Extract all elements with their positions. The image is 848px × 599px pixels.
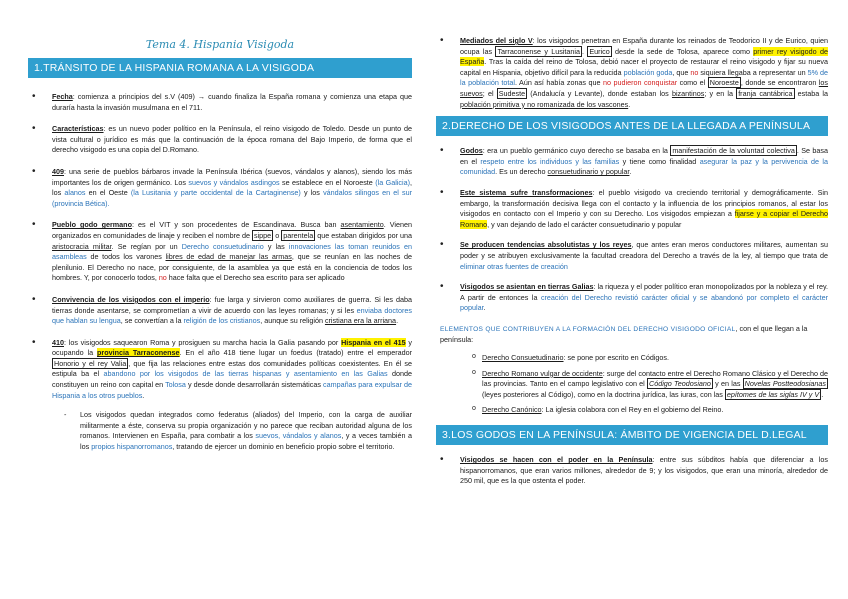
- text: : La iglesia colabora con el Rey en el gobierno del Reino.: [541, 405, 724, 415]
- text: como el: [677, 78, 708, 88]
- text: , que fija las relaciones entre estas dos comunidades políticas coexistentes. En él se estipula ba el: [52, 358, 412, 379]
- underlined-text: población primitiva y no romanizada de los vascones: [460, 99, 629, 109]
- highlight-text: (la Galicia): [375, 177, 411, 187]
- underlined-text: consuetudinario y popular: [547, 167, 630, 177]
- sub-bullet-federatus: [28, 410, 412, 452]
- highlight-text: abandono por los visigodos de las tierras hispanas y asentamiento en las Galias: [103, 369, 388, 379]
- boxed-term: manifestación de la voluntad colectiva: [672, 146, 795, 156]
- bullet-label: 409: [52, 166, 64, 176]
- text: .: [582, 46, 588, 56]
- section-heading-2: 2.DERECHO DE LOS VISIGODOS ANTES DE LA LLEGADA A PENÍNSULA: [436, 116, 828, 136]
- yellow-highlight: provincia Tarraconense: [97, 348, 180, 358]
- item-label: Derecho Consuetudinario: [482, 353, 564, 363]
- text: en el Oeste: [85, 188, 131, 198]
- circle-item-canonico: [436, 405, 828, 416]
- bullet-convivencia: [28, 295, 412, 327]
- text: , y a veces también a los: [80, 431, 412, 452]
- highlight-text: eliminar otras fuentes de creación: [460, 261, 568, 271]
- text: .: [821, 389, 824, 399]
- highlight-text: Derecho consuetudinario: [181, 241, 264, 251]
- text: : se pone por escrito en Códigos.: [563, 353, 669, 363]
- text: . Es un derecho: [495, 167, 548, 177]
- text: . Vienen organizados en comunidades de linaje y reciben el nombre de: [52, 220, 412, 240]
- boxed-term: franja cantábrica: [738, 88, 793, 98]
- boxed-term: Noroeste: [709, 78, 739, 88]
- underlined-text: libres de edad de manejar las armas: [165, 252, 292, 262]
- bullet-pueblo-godo: [28, 220, 412, 284]
- section-heading-3: 3.LOS GODOS EN LA PENÍNSULA: ÁMBITO DE VIGENCIA DEL D.LEGAL: [436, 425, 828, 445]
- yellow-highlight: primer rey visigodo de España: [460, 46, 828, 67]
- text: , que antes eran meros conductores militares, aumentan su poder y se atribuyen exclusivamente la facultad creadora del Derecho a través de la ley, al tiempo que trata de: [460, 240, 828, 260]
- text: ; el: [482, 88, 497, 98]
- highlight-text: religión de los cristianos: [183, 316, 261, 326]
- highlight-text: asegurar la paz y la pervivencia de la comunidad: [460, 156, 829, 177]
- text: o: [273, 230, 282, 240]
- bullet-label: Convivencia de los visigodos con el imperio: [52, 294, 210, 304]
- text: (Andalucía y Levante), donde estaban los: [527, 88, 672, 98]
- highlight-text: suevos, vándalos y alanos: [255, 431, 342, 441]
- text: , tratando de ejercer un dominio en beneficio propio sobre el territorio.: [172, 442, 395, 452]
- bullet-caracteristicas: [28, 124, 412, 156]
- text: , con el que llegan a la península:: [440, 323, 808, 345]
- circle-item-romano-vulgar: [436, 369, 828, 401]
- text: y tiene como finalidad: [619, 156, 700, 166]
- text: , y van dejando de lado el carácter consuetudinario y popular: [487, 219, 682, 229]
- text: : el pueblo visigodo va creciendo territorial y demográficamente. Sin embargo, la transformación decisiva llega con el contacto y la influencia de los principios romanos, al estar los visigodos en contacto con el Imperio y con su Derecho. Los visigodos empiezan a: [460, 187, 828, 219]
- text: .: [629, 167, 632, 177]
- boxed-term: Tarraconense y Lusitania: [497, 46, 581, 56]
- text: desde la sede de Tolosa, aparece como: [611, 46, 754, 56]
- bullet-label: Visigodos se hacen con el poder en la Península: [460, 455, 653, 465]
- boxed-term: sippe: [253, 230, 272, 240]
- text: . En el año 418 tiene lugar un foedus (tratado) entre el emperador: [179, 348, 412, 358]
- yellow-highlight: Hispania en el 415: [341, 337, 406, 347]
- elementos-intro: [436, 324, 828, 346]
- text: .: [483, 303, 486, 313]
- section-heading-1: 1.TRÁNSITO DE LA HISPANIA ROMANA A LA VISIGODA: [28, 58, 412, 78]
- highlight-text: propios hispanorromanos: [91, 442, 173, 452]
- bullet-absolutistas: [436, 240, 828, 272]
- text: , aunque su religión: [260, 316, 325, 326]
- text: .: [628, 99, 631, 109]
- boxed-term: Honorio y el rey Valia: [54, 358, 127, 368]
- underlined-text: los suevos: [460, 78, 829, 98]
- bullet-label: Pueblo godo germano: [52, 220, 132, 230]
- text: . Aún así había zonas que: [514, 78, 603, 88]
- bullet-label: Se producen tendencias absolutistas y los reyes: [460, 240, 632, 250]
- item-label: Derecho Canónico: [482, 405, 542, 415]
- highlight-text: vándalos silingos en el sur (provincia Bética).: [52, 188, 412, 208]
- highlight-text: suevos y vándalos asdingos: [188, 177, 280, 187]
- text: : la riqueza y el poder político eran monopolizados por la nobleza y el rey. A partir de entonces la: [460, 282, 828, 302]
- text: se establece en el Noroeste: [279, 177, 376, 187]
- text: .: [142, 390, 145, 400]
- text: , se convertían a la: [120, 316, 184, 326]
- text: hace falta que el Derecho sea escrito para ser aplicado: [166, 273, 345, 283]
- text: : los visigodos penetran en España durante los reinados de Teodorico II y de Eurico, quien ocupa las: [460, 36, 828, 56]
- boxed-term: epítomes de las siglas IV y V: [726, 389, 820, 399]
- caps-heading: ELEMENTOS QUE CONTRIBUYEN A LA FORMACIÓN DEL DERECHO VISIGODO OFICIAL: [440, 325, 736, 333]
- underlined-text: asentamiento: [340, 220, 384, 230]
- negation-text: no pudieron conquistar: [603, 78, 678, 88]
- bullet-text: : es un nuevo poder político en la Península, el reino visigodo de Toledo. Desde un punto de vista cultural o jurídico es más que la continuación de la época romana del Bajo Imperio, de forma que el derecho visigodo es una copia del D.Romano.: [52, 124, 412, 155]
- text: , los: [52, 177, 413, 198]
- highlight-text: respeto entre los individuos y las familias: [480, 156, 620, 166]
- highlight-text: innovaciones las toman reunidos en asambleas: [52, 241, 412, 262]
- text: (leyes posteriores al Código), como en la doctrina jurídica, las iuras, con las: [482, 389, 725, 399]
- negation-text: no: [690, 67, 699, 77]
- left-column: [28, 0, 412, 453]
- text: y ocupando la: [52, 337, 413, 358]
- text: donde constituyen un reino con capital en: [52, 369, 412, 390]
- highlight-text: Tolosa: [165, 380, 186, 390]
- text: que estaban dirigidos por una: [315, 230, 413, 240]
- boxed-term: Novelas Postteodosianas: [744, 379, 827, 389]
- text: ; y en la: [704, 88, 737, 98]
- bullet-poder-peninsula: [436, 455, 828, 487]
- boxed-term: Sudeste: [498, 88, 526, 98]
- text: Los visigodos quedan integrados como federatus (aliados) del Imperio, con la carga de auxiliar militarmente a éste, conserva su propia organización y no parece que reciban autoridad alguna de los romanos. Intervienen en España, para combatir a los: [80, 410, 412, 441]
- text: siquiera llegaba a representar un: [698, 67, 808, 77]
- text: : entre sus súbditos había que diferenciar a los hispanorromanos, que eran varios millones, alrededor de 9; y los visigodos, que eran una minoría, alrededor de 250 mil, que es la que ostenta el poder.: [460, 455, 828, 486]
- item-label: Derecho Romano vulgar de occidente: [482, 368, 603, 378]
- text: y las: [263, 241, 289, 251]
- text: . Tras la caída del reino de Tolosa, debió nacer el proyecto de restaurar el reino visigodo y fijar su nueva capital en Hispania, objetivo difícil para la reducida: [460, 57, 828, 77]
- bullet-galias: [436, 282, 828, 314]
- boxed-term: Código Teodosiano: [649, 379, 711, 389]
- text: : surge del contacto entre el Derecho Romano Clásico y el Derecho de las provincias. Tanto en el campo legislativo con el: [482, 368, 828, 389]
- underlined-text: cristiana era la arriana: [324, 316, 397, 326]
- text: : es el VIT y son procedentes de Escandinava. Busca ban: [131, 220, 341, 230]
- text: : los visigodos saquearon Roma y prosiguen su marcha hacia la Galia pasando por: [64, 337, 342, 347]
- bullet-godos: [436, 146, 828, 178]
- text: : era un pueblo germánico cuyo derecho se basaba en la: [482, 146, 671, 156]
- text: . Se regían por un: [111, 241, 182, 251]
- bullet-label: Características: [52, 124, 104, 134]
- bullet-fecha: [28, 92, 412, 113]
- text: y desde donde desarrollarán sistemáticas: [185, 380, 324, 390]
- negation-text: no: [158, 273, 167, 283]
- yellow-highlight: fijarse y a copiar el Derecho Romano: [460, 209, 829, 229]
- bullet-label: Visigodos se asientan en tierras Galias: [460, 282, 594, 292]
- text: , que: [672, 67, 691, 77]
- bullet-text: : comienza a principios del s.V (409) → cuando finaliza la España romana y comienza una etapa que duraría hasta la invasión musulmana en el 711.: [52, 92, 412, 112]
- text: de todos los varones: [86, 252, 166, 262]
- highlight-text: población goda: [623, 67, 673, 77]
- underlined-text: aristocracia militar: [52, 241, 112, 251]
- text: . Se basa en el: [460, 146, 829, 166]
- text: , que se reunían en las noches de plenilunio. El Derecho no nace, por consiguiente, de la asamblea ya que está en la conciencia de todos los hombres. Y, por conocerlo todos,: [52, 252, 412, 283]
- boxed-term: Eurico: [589, 46, 610, 56]
- highlight-text: creación del Derecho revistió carácter oficial y se abandonó por completo el carácter popular: [460, 292, 828, 313]
- text: , donde se encontraron: [740, 78, 819, 88]
- text: : una serie de pueblos bárbaros invade la Península Ibérica (suevos, vándalos y alanos), siendo los más importantes los de origen germánico. Los: [52, 166, 412, 187]
- bullet-410: [28, 338, 412, 402]
- bullet-label: Fecha: [52, 92, 73, 101]
- boxed-term: parentela: [283, 230, 314, 240]
- highlight-text: (la Lusitania y parte occidental de la Cartaginense): [130, 188, 301, 198]
- underlined-text: bizantinos: [671, 88, 705, 98]
- text: estaba la: [794, 88, 829, 98]
- highlight-text: 5% de la población total: [460, 67, 828, 88]
- text: .: [396, 316, 399, 326]
- bullet-label: Godos: [460, 146, 483, 156]
- highlight-text: alanos: [64, 188, 86, 198]
- bullet-label: Este sistema sufre transformaciones: [460, 187, 593, 197]
- highlight-text: enviaba doctores que hablan su lengua: [52, 305, 412, 326]
- right-column: [436, 0, 828, 487]
- bullet-label: Mediados del siglo V: [460, 36, 533, 45]
- bullet-mediados: [436, 36, 828, 110]
- page-title: Tema 4. Hispania Visigoda: [145, 38, 295, 51]
- bullet-409: [28, 167, 412, 209]
- text: : fue larga y sirvieron como auxiliares de guerra. Si les daba tierras donde asentarse, se comprometían a vivir de acuerdo con las leyes romanas; y si les: [52, 294, 412, 315]
- bullet-label: 410: [52, 337, 64, 347]
- text: y en las: [712, 379, 743, 389]
- text: y los: [300, 188, 324, 198]
- circle-item-consuetudinario: [436, 353, 828, 364]
- highlight-text: campañas para expulsar de Hispania a los otros pueblos: [52, 380, 412, 400]
- bullet-transformaciones: [436, 188, 828, 230]
